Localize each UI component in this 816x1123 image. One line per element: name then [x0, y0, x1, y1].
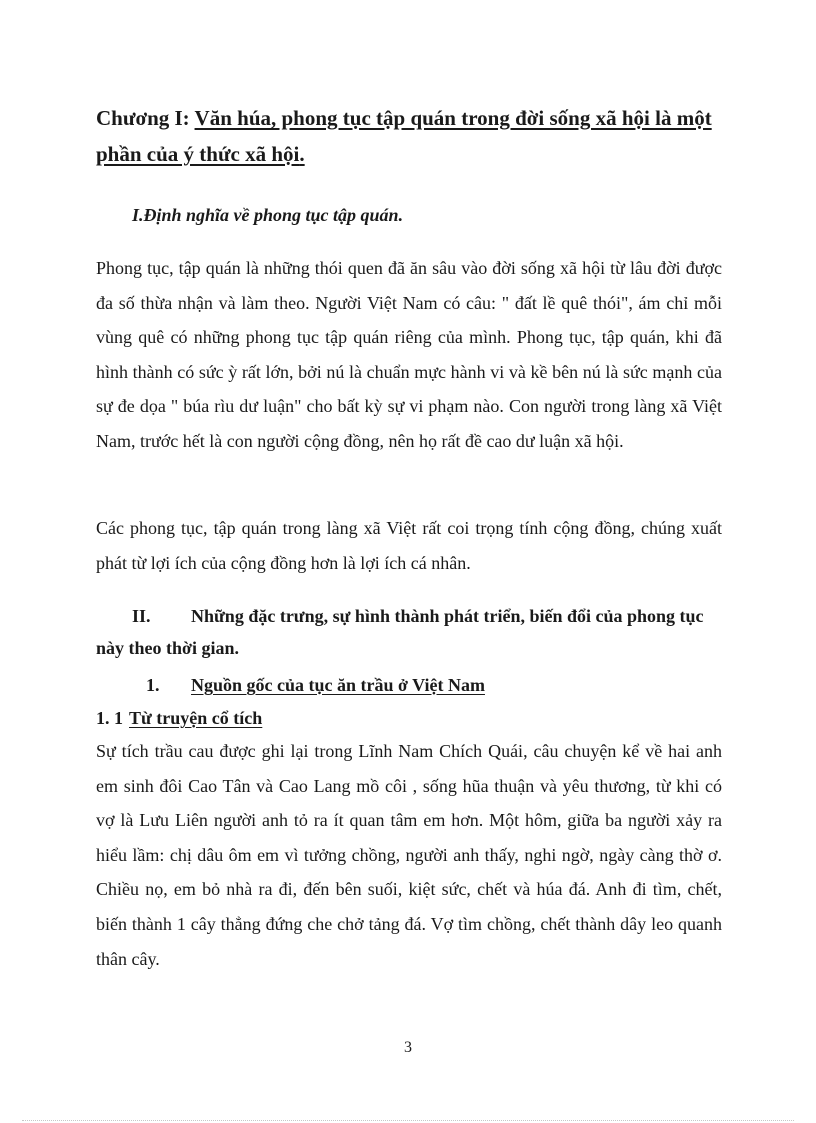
section-2-title: Những đặc trưng, sự hình thành phát triển, biến đổi của phong tục này theo thời gian. — [96, 606, 704, 658]
subsection-1-number: 1. — [146, 675, 160, 695]
subsection-1-1-title: Từ truyện cổ tích — [129, 708, 263, 728]
paragraph-legend: Sự tích trầu cau được ghi lại trong Lĩnh Nam Chích Quái, câu chuyện kể về hai anh em sinh đôi Cao Tân và Cao Lang mồ côi , sống hũa thuận và yêu thương, từ khi có vợ là Lưu Liên người anh tỏ ra ít quan tâm em hơn. Một hôm, giữa ba người xảy ra hiểu lầm: chị dâu ôm em vì tưởng chồng, người anh thấy, nghi ngờ, ngày càng thờ ơ. Chiều nọ, em bỏ nhà ra đi, đến bên suối, kiệt sức, chết và húa đá. Anh đi tìm, chết, biến thành 1 cây thẳng đứng che chở tảng đá. Vợ tìm chồng, chết thành dây leo quanh thân cây. — [96, 741, 722, 969]
chapter-prefix: Chương I: — [96, 106, 195, 130]
section-1-heading: I.Định nghĩa về phong tục tập quán. — [132, 205, 404, 225]
subsection-1-title: Nguồn gốc của tục ăn trầu ở Việt Nam — [191, 675, 485, 695]
page-number: 3 — [404, 1039, 412, 1056]
section-2-heading — [96, 600, 726, 664]
paragraph-community: Các phong tục, tập quán trong làng xã Việt rất coi trọng tính cộng đồng, chúng xuất phát từ lợi ích của cộng đồng hơn là lợi ích cá nhân. — [96, 518, 722, 573]
paragraph-definition: Phong tục, tập quán là những thói quen đã ăn sâu vào đời sống xã hội từ lâu đời được đa số thừa nhận và làm theo. Người Việt Nam có câu: " đất lề quê thói", ám chỉ mỗi vùng quê có những phong tục tập quán riêng của mình. Phong tục, tập quán, khi đã hình thành có sức ỳ rất lớn, bởi nú là chuẩn mực hành vi và kề bên nú là sức mạnh của sự đe dọa " búa rìu dư luận" cho bất kỳ sự vi phạm nào. Con người trong làng xã Việt Nam, trước hết là con người cộng đồng, nên họ rất đề cao dư luận xã hội. — [96, 258, 722, 451]
chapter-title — [96, 100, 736, 172]
subsection-1-1-number: 1. 1 — [96, 708, 123, 728]
section-2-number: II. — [132, 606, 151, 626]
page-bottom-divider — [22, 1120, 794, 1121]
subsection-1-1-heading — [96, 706, 262, 730]
chapter-title-text: Văn húa, phong tục tập quán trong đời sống xã hội là một phần của ý thức xã hội — [96, 106, 712, 166]
chapter-title-suffix: . — [299, 142, 305, 166]
subsection-1-heading — [146, 673, 485, 697]
